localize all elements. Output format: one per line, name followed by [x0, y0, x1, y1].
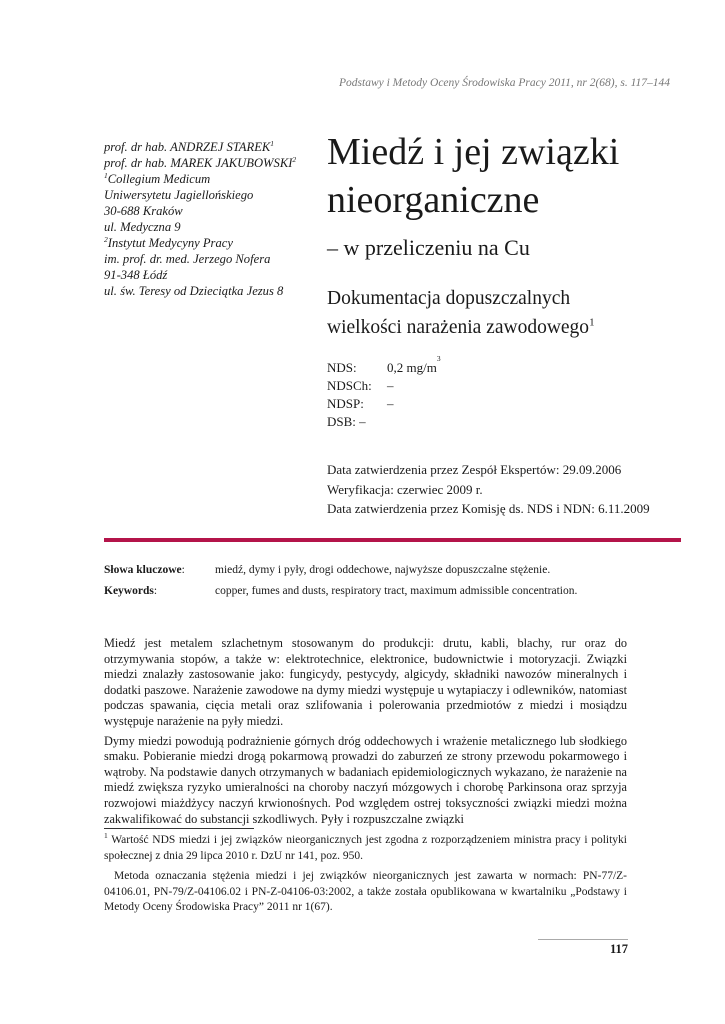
- page-number: 117: [609, 942, 628, 956]
- author-affiliations: [104, 139, 324, 299]
- footnotes: [104, 833, 627, 921]
- paragraph: Miedź jest metalem szlachetnym stosowanym do produkcji: drutu, kabli, blachy, rur oraz do otrzymywania stopów, a także w: elektrotechnice, elektronice, budownictwie i motoryzacji. Związki miedzi znalazły zastosowanie jako: fungicydy, pestycydy, algicydy, składniki nawozów mineralnych i dodatki paszowe. Narażenie zawodowe na dymy miedzi występuje u wytapiaczy i odlewników, natomiast podczas spawania, cięcia metali oraz szlifowania i polerowania przedmiotów z miedzi i mosiądzu występuje narażenie na pyły miedzi.: [104, 636, 627, 728]
- affiliation-line: Uniwersytetu Jagiellońskiego: [104, 188, 254, 202]
- section-divider: [104, 538, 681, 542]
- affiliation-line: ul. św. Teresy od Dzieciątka Jezus 8: [104, 284, 284, 298]
- body-text: [104, 636, 627, 831]
- page-number-rule: [538, 939, 628, 940]
- author-line: prof. dr hab. ANDRZEJ STAREK$^1$: [104, 138, 275, 154]
- keywords-block: [104, 560, 681, 602]
- affiliation-line: 91-348 Łódź: [104, 268, 168, 282]
- page-subtitle: – w przeliczeniu na Cu: [327, 235, 530, 260]
- affiliation-line: im. prof. dr. med. Jerzego Nofera: [104, 252, 271, 266]
- page-title: Miedź i jej związki nieorganiczne: [327, 131, 620, 221]
- keywords-pl: Słowa kluczowe: miedź, dymy i pyły, drogi oddechowe, najwyższe dopuszczalne stężenie.: [104, 564, 551, 576]
- affiliation-line: $^2$Instytut Medycyny Pracy: [104, 234, 233, 250]
- journal-header: Podstawy i Metody Oceny Środowiska Pracy 2011, nr 2(68), s. 117–144: [339, 77, 670, 89]
- footnote-1: $^1$ Wartość NDS miedzi i jej związków nieorganicznych jest zgodna z rozporządzeniem ministra pracy i polityki społecznej z dnia 29 lipca 2010 r. DzU nr 141, poz. 950.: [104, 831, 627, 862]
- limit-dsb: DSB: –: [327, 414, 366, 429]
- document-title: Dokumentacja dopuszczalnych wielkości narażenia zawodowego$^1$: [327, 288, 595, 338]
- affiliation-line: 30-688 Kraków: [104, 204, 183, 218]
- footnote-2: Metoda oznaczania stężenia miedzi i jej związków nieorganicznych jest zawarta w normach: PN-77/Z-04106.01, PN-79/Z-04106.02 i PN-Z-04106-03:2002, a także została opublikowana w kwartalniku „Podstawy i Metody Oceny Środowiska Pracy” 2011 nr 1(67).: [104, 870, 627, 913]
- author-line: prof. dr hab. MAREK JAKUBOWSKI$^2$: [104, 154, 297, 170]
- footnote-rule: [104, 828, 254, 829]
- approval-dates: Data zatwierdzenia przez Zespół Ekspertów: 29.09.2006 Weryfikacja: czerwiec 2009 r. Data zatwierdzenia przez Komisję ds. NDS i NDN: 6.11.2009: [327, 462, 650, 516]
- exposure-limits: [327, 354, 441, 431]
- paragraph: Dymy miedzi powodują podrażnienie górnych dróg oddechowych i wrażenie metalicznego lub słodkiego smaku. Pobieranie miedzi drogą pokarmową prowadzi do zaburzeń ze strony przewodu pokarmowego i wątroby. Na podstawie danych otrzymanych w badaniach epidemiologicznych wykazano, że narażenie na miedź zwiększa ryzyko umieralności na choroby naczyń mózgowych i chorobę Parkinsona oraz sprzyja rozwojowi miażdżycy naczyń krwionośnych. Pod względem ostrej toksyczności związki miedzi można zakwalifikować do substancji szkodliwych. Pyły i rozpuszczalne związki: [104, 733, 627, 826]
- limit-ndsch: NDSCh: –: [327, 378, 394, 393]
- affiliation-line: $^1$Collegium Medicum: [104, 170, 211, 186]
- affiliation-line: ul. Medyczna 9: [104, 220, 181, 234]
- keywords-en: Keywords: copper, fumes and dusts, respiratory tract, maximum admissible concentration.: [104, 585, 578, 597]
- limit-ndsp: NDSP: –: [327, 396, 394, 411]
- limit-nds: NDS: 0,2 mg/m 3: [327, 354, 441, 375]
